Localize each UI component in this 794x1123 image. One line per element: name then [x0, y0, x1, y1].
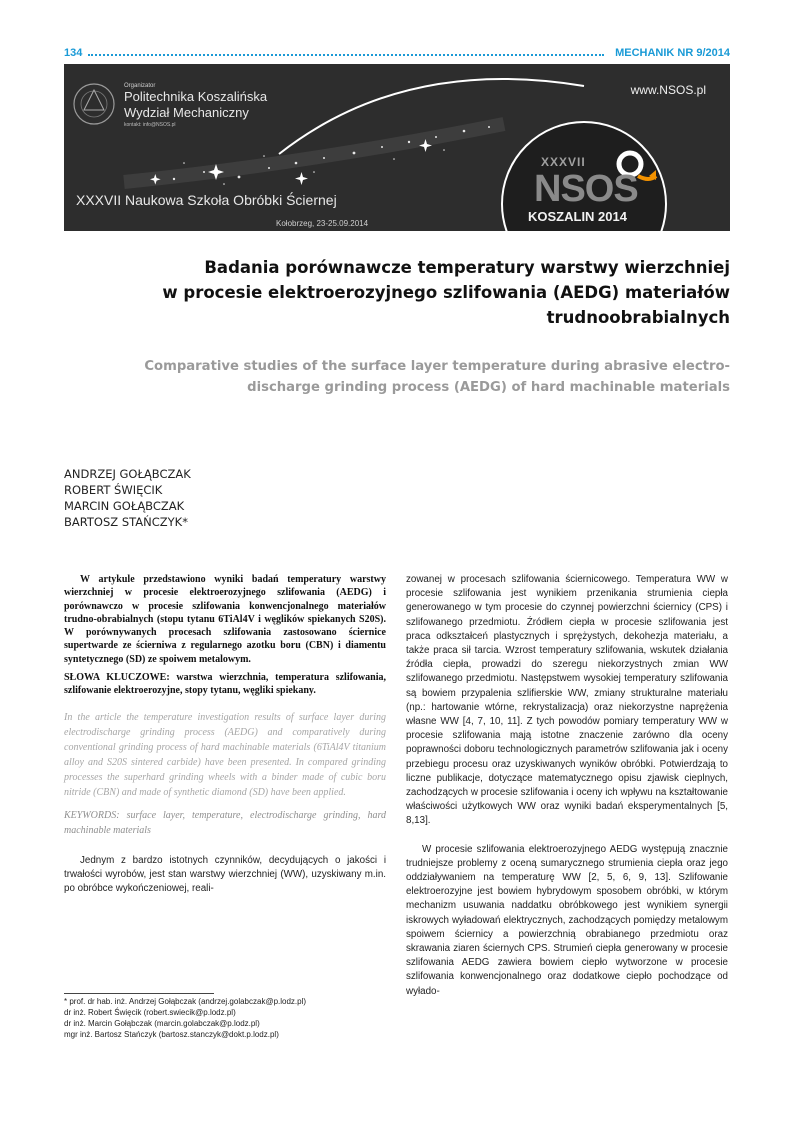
footnote: dr inż. Robert Święcik (robert.swiecik@p.lodz.pl)	[64, 1008, 236, 1017]
organizer-name-1: Politechnika Koszalińska	[124, 89, 268, 104]
keywords-english: KEYWORDS: surface layer, temperature, electrodischarge grinding, hard machinable materials	[64, 809, 386, 836]
abstract-english: In the article the temperature investigation results of surface layer during electrodischarge grinding process (AEDG) and comparatively during conventional grinding process of hard machinable materials (6TiAl4V titanium alloy and S20S sintered carbide) have been presented. In compared grinding processes the superhard grinding wheels with a binder made of cubic boru nitride (CBN) and made of synthetic diamond (SD) have been applied.	[64, 711, 386, 798]
place-date: Kołobrzeg, 23-25.09.2014	[276, 219, 369, 228]
body-paragraph: zowanej w procesach szlifowania ściernicowego. Temperatura WW w procesie szlifowania jest wynikiem przenikania strumienia ciepła generowanego w tym procesie do czynnej powierzchni ściernicy (CPS) i szlifowanego przedmiotu. Źródłem ciepła w procesie szlifowania jest praca odkształceń plastycznych i sprężystych, dekohezja materiału, a także praca sił tarcia. Wzrost temperatury szlifowania, wskutek działania źródła ciepła, prowadzi do szeregu niekorzystnych zmian WW szlifowanego przedmiotu. Następstwem wysokiej temperatury szlifowania są bowiem przypalenia szlifierskie WW, zmiany strukturalne materiału (np.: hartowanie wtórne, rekrystalizacja) oraz niekorzystne naprężenia własne WW [4, 7, 10, 11]. Z tych powodów pomiary temperatury WW w procesie szlifowania mają istotne znaczenie zarówno dla oceny poprawności doboru technologicznych parametrów szlifowania jak i oceny przebiegu procesu oraz uzyskiwanych wyników obróbki. Potwierdzają to liczne publikacje, dotyczące matematycznego opisu zjawisk cieplnych, zachodzących w procesie szlifowania i oceny ich wpływu na kształtowanie właściwości użytkowych WW oraz wyniki badań eksperymentalnych [5, 8,13].	[406, 574, 728, 827]
organizer-name-2: Wydział Mechaniczny	[124, 105, 249, 120]
keywords-polish: SŁOWA KLUCZOWE: warstwa wierzchnia, temperatura szlifowania, szlifowanie elektroerozyjne, stopy tytanu, węgliki spiekany.	[64, 672, 386, 697]
header-dotted-rule	[88, 54, 604, 56]
school-name: XXXVII Naukowa Szkoła Obróbki Ściernej	[76, 192, 337, 208]
author-name: ANDRZEJ GOŁĄBCZAK	[64, 467, 191, 481]
abstract-polish: W artykule przedstawiono wyniki badań temperatury warstwy wierzchniej w procesie elektroerozyjnego szlifowania (AEDG) i porównawczo w procesie szlifowania konwencjonalnego materiałów trudno-obrabialnych (stopu tytanu 6TiAl4V i węglików spiekanych S20S). W porównywanych procesach szlifowania zastosowano ściernice supertwarde ze ścierniwa z regularnego azotku boru (CBN) i diamentu syntetycznego (SD) ze spoiwem metalowym.	[64, 574, 386, 665]
footnote-rule	[64, 993, 214, 994]
footnote: mgr inż. Bartosz Stańczyk (bartosz.stanczyk@dokt.p.lodz.pl)	[64, 1030, 279, 1039]
footnote: dr inż. Marcin Gołąbczak (marcin.golabczak@p.lodz.pl)	[64, 1019, 260, 1028]
page-number: 134	[64, 47, 83, 59]
body-paragraph: Jednym z bardzo istotnych czynników, decydujących o jakości i trwałości wyrobów, jest stan warstwy wierzchniej (WW), uzyskiwany m.in. po obróbce wykończeniowej, reali-	[64, 854, 386, 895]
body-paragraph: W procesie szlifowania elektroerozyjnego AEDG występują znacznie trudniejsze problemy z oceną sumarycznego strumienia ciepła oraz jego oddziaływaniem na temperaturę WW [2, 5, 6, 9, 13]. Szlifowanie elektroerozyjne jest bowiem hybrydowym sposobem obróbki, w którym mechanizm usuwania naddatku obróbkowego jest wynikiem synergii iskrowych wyładowań elektrycznych, zachodzących pomiędzy metalowym spoiwem ściernicy a powierzchnią obrabianego przedmiotu oraz skrawania ziaren ściernych CPS. Strumień ciepła generowany w procesie szlifowania AEDG zawiera bowiem ciepło wytworzone w procesie szlifowania konwencjonalnego oraz dodatkowe ciepło pochodzące od wyłado-	[406, 843, 728, 997]
title-english	[90, 356, 730, 398]
title-polish-line: trudnoobrabialnych	[546, 308, 730, 327]
title-english-line: discharge grinding process (AEDG) of hard machinable materials	[247, 380, 730, 395]
left-column	[64, 573, 386, 896]
title-english-line: Comparative studies of the surface layer temperature during abrasive electro-	[144, 359, 730, 374]
star-trail	[124, 124, 504, 182]
running-header	[64, 47, 730, 61]
nsos-edition: XXXVII	[541, 155, 586, 169]
nsos-logo-text: NSOS	[534, 168, 638, 210]
title-polish-line: Badania porównawcze temperatury warstwy wierzchniej	[204, 258, 730, 277]
city-year: KOSZALIN 2014	[528, 209, 627, 224]
footnote: * prof. dr hab. inż. Andrzej Gołąbczak (andrzej.golabczak@p.lodz.pl)	[64, 997, 307, 1006]
conference-banner	[64, 64, 730, 231]
author-name: ROBERT ŚWIĘCIK	[64, 483, 163, 497]
author-list	[64, 466, 191, 530]
title-polish	[130, 255, 730, 330]
author-name: MARCIN GOŁĄBCZAK	[64, 499, 185, 513]
right-column	[406, 573, 728, 999]
journal-issue: MECHANIK NR 9/2014	[615, 47, 730, 59]
organizer-contact: kontakt: info@NSOS.pl	[124, 122, 176, 128]
title-polish-line: w procesie elektroerozyjnego szlifowania (AEDG) materiałów	[162, 283, 730, 302]
author-name: BARTOSZ STAŃCZYK*	[64, 515, 188, 529]
conference-url: www.NSOS.pl	[630, 83, 706, 97]
organizer-label: Organizator	[124, 83, 156, 89]
author-footnotes	[64, 996, 394, 1040]
